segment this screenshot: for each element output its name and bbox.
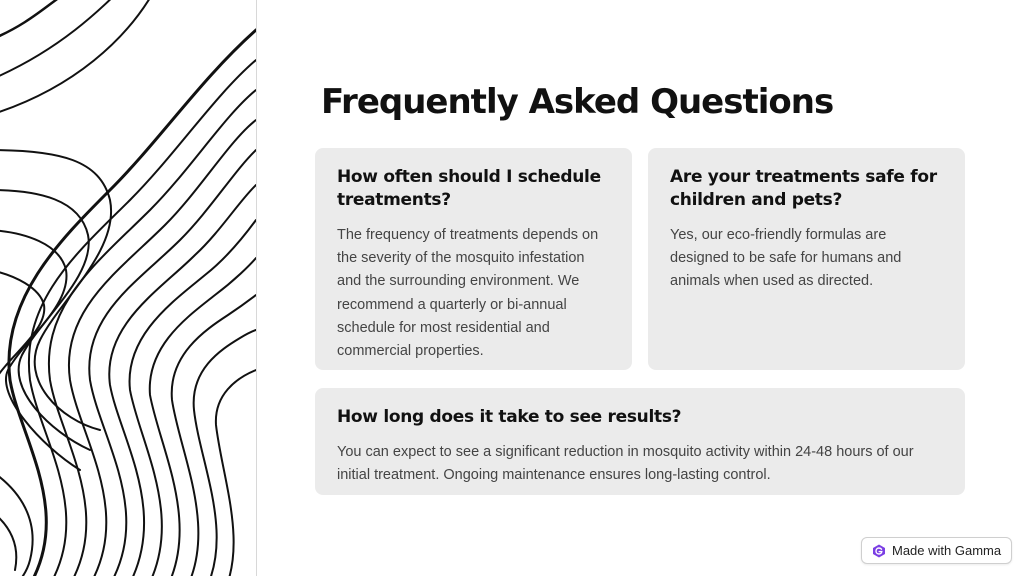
faq-question: How long does it take to see results? xyxy=(337,407,682,427)
decorative-contour-lines xyxy=(0,0,257,576)
faq-card xyxy=(648,148,965,370)
gamma-logo-icon xyxy=(872,544,886,558)
faq-question: How often should I schedule treatments? xyxy=(337,167,601,210)
made-with-gamma-button[interactable] xyxy=(861,537,1012,564)
faq-answer: You can expect to see a significant reduction in mosquito activity within 24-48 hours of our initial treatment. Ongoing maintenance ensures long-lasting control. xyxy=(337,444,914,484)
faq-answer: Yes, our eco-friendly formulas are designed to be safe for humans and animals when used as directed. xyxy=(670,227,902,290)
contour-lines-graphic xyxy=(0,0,256,576)
faq-card xyxy=(315,148,632,370)
faq-question: Are your treatments safe for children and pets? xyxy=(670,167,937,210)
faq-answer: The frequency of treatments depends on the severity of the mosquito infestation and the surrounding environment. We recommend a quarterly or bi-annual schedule for most residential and commercial properties. xyxy=(337,227,599,360)
page-title: Frequently Asked Questions xyxy=(321,82,834,122)
badge-label: Made with Gamma xyxy=(892,543,1002,558)
faq-card xyxy=(315,388,965,495)
